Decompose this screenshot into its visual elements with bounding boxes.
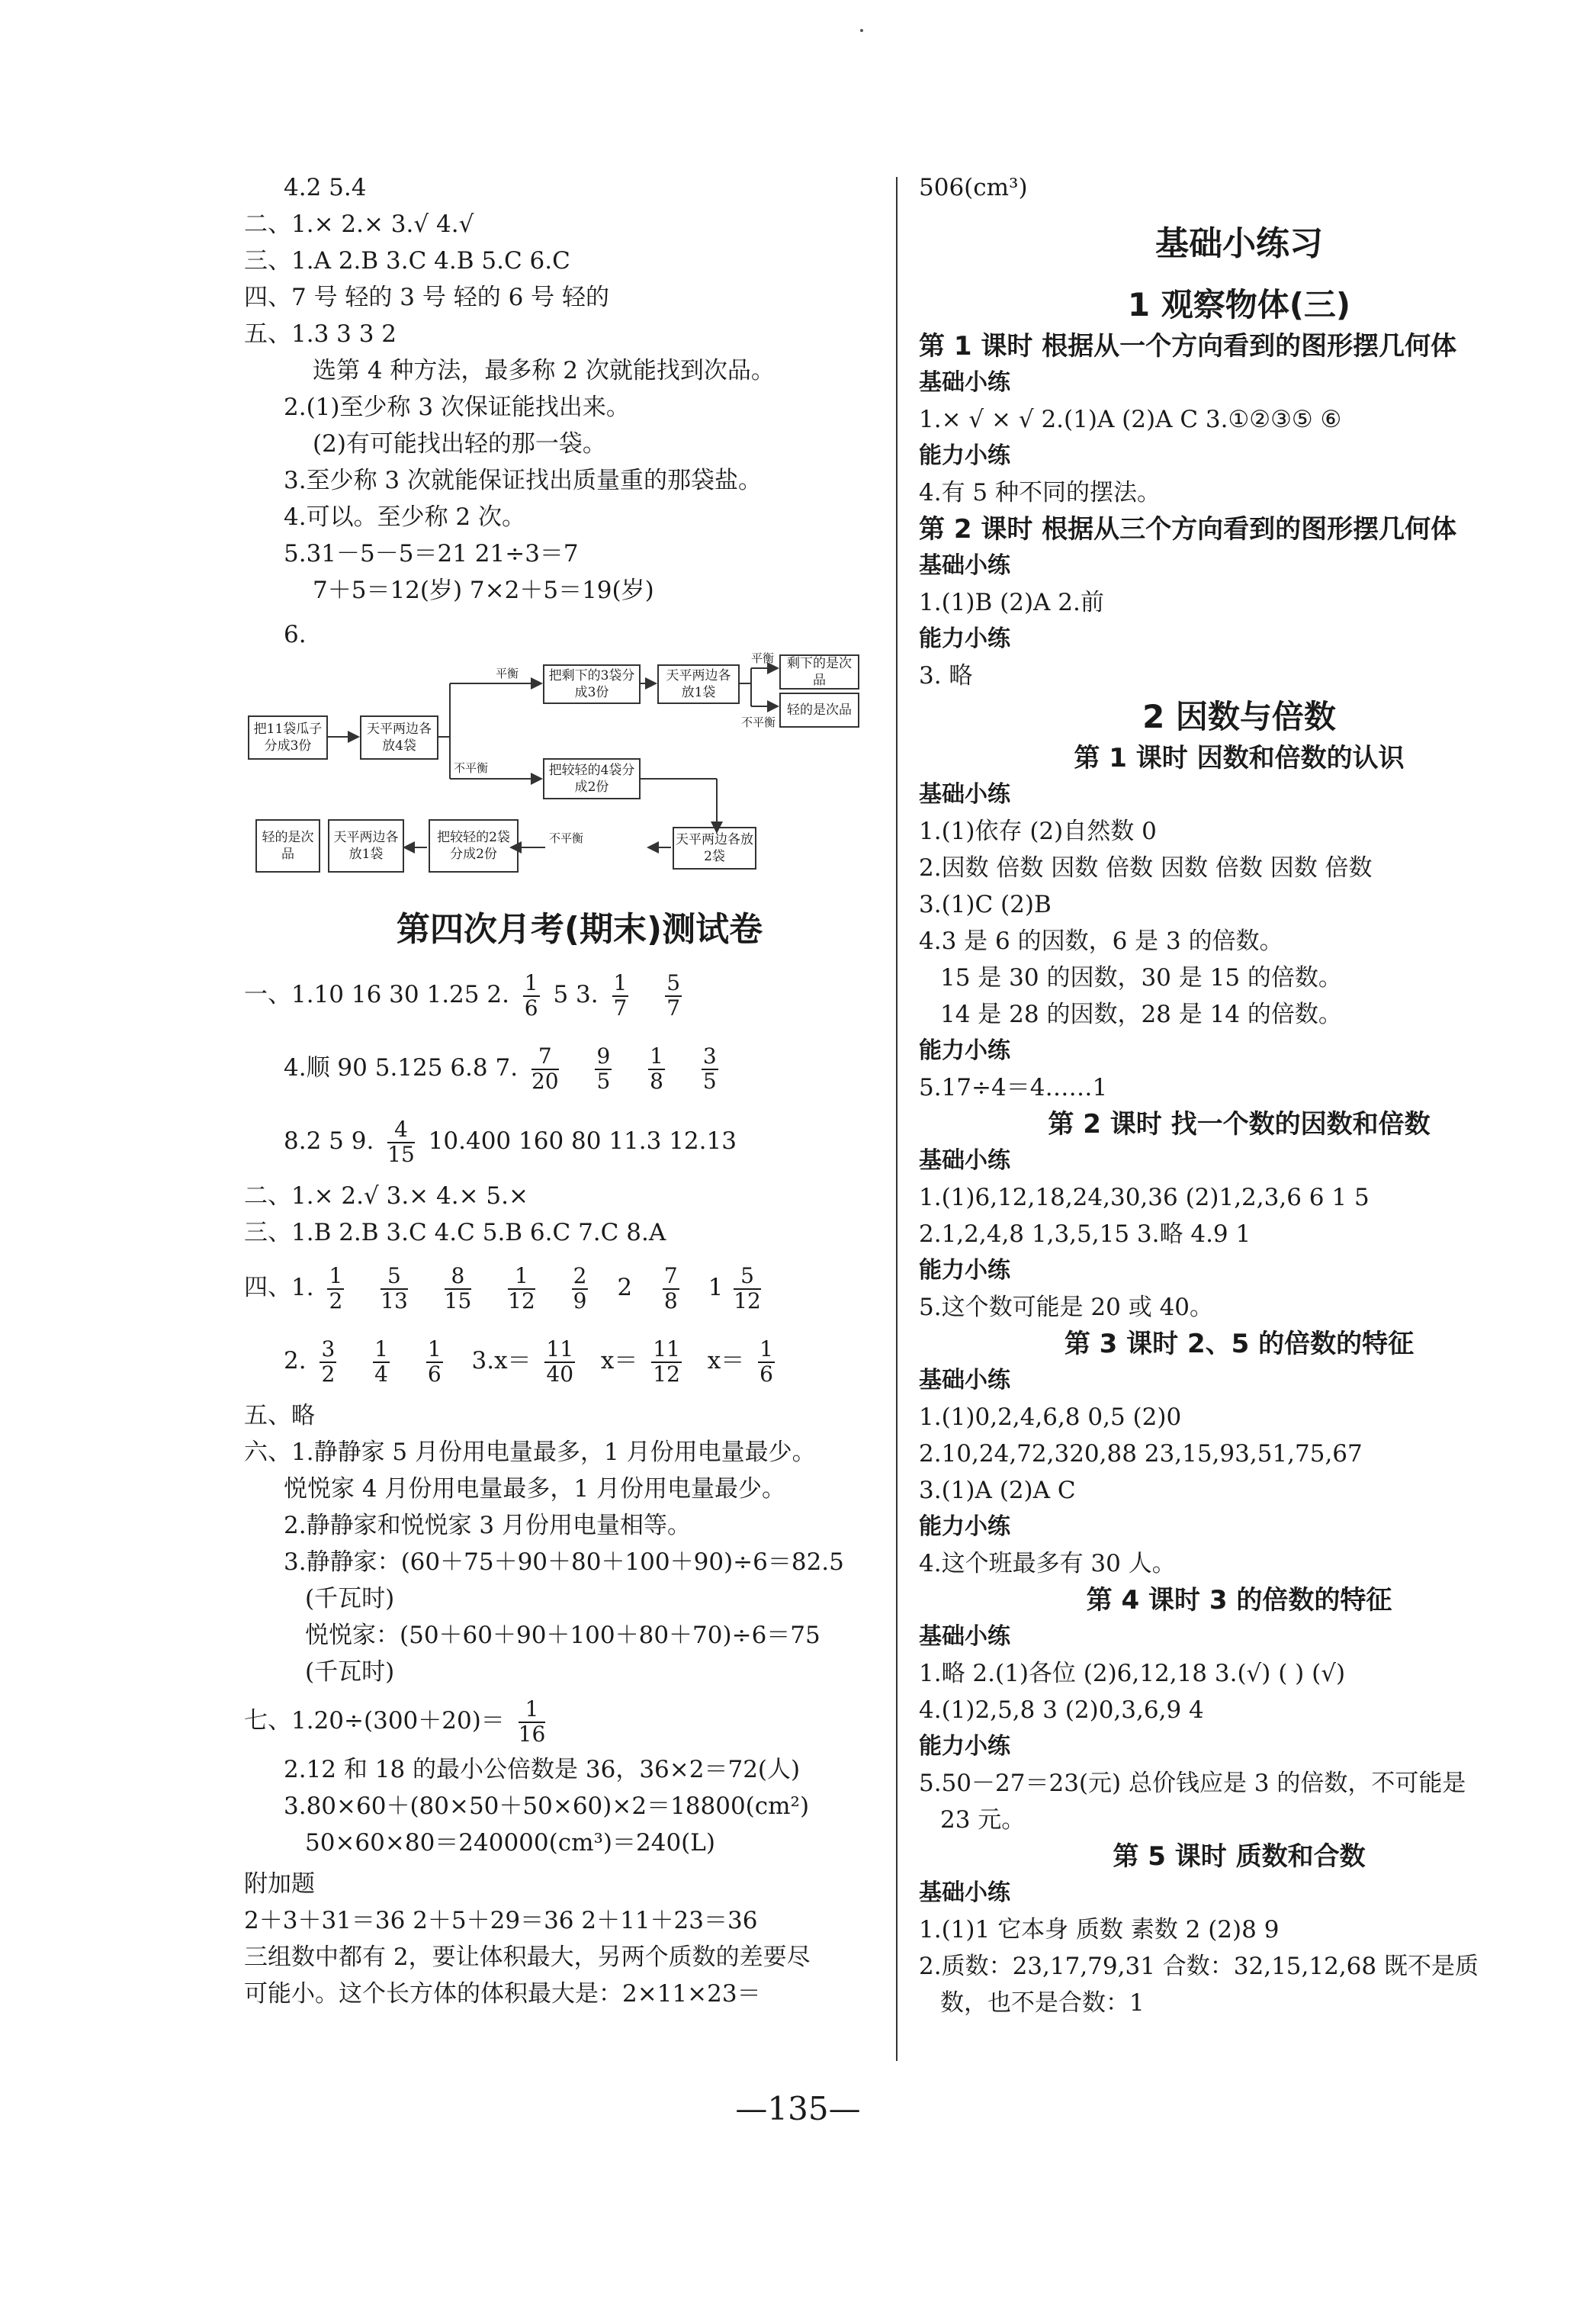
answer-line: 5.17÷4＝4……1 bbox=[919, 1074, 1108, 1101]
numerator: 5 bbox=[734, 1265, 761, 1290]
flow-box: 剩下的是次品 bbox=[779, 654, 859, 690]
subheading: 能力小练 bbox=[919, 1257, 1010, 1284]
answer-line: 3.至少称 3 次就能保证找出质量重的那袋盐。 bbox=[284, 467, 763, 494]
numerator: 1 bbox=[329, 1262, 343, 1288]
answer-line: 2.(1)至少称 3 次保证能找出来。 bbox=[284, 394, 630, 421]
answer-line: 三、1.B 2.B 3.C 4.C 5.B 6.C 7.C 8.A bbox=[244, 1219, 666, 1246]
answer-line: (千瓦时) bbox=[305, 1658, 395, 1686]
subheading: 基础小练 bbox=[919, 1367, 1010, 1394]
subheading: 能力小练 bbox=[919, 1513, 1010, 1540]
numerator: 3 bbox=[321, 1336, 336, 1362]
answer-line: 3.(1)C (2)B bbox=[919, 891, 1052, 918]
answer-line: 三、1.A 2.B 3.C 4.B 5.C 6.C bbox=[244, 247, 570, 275]
lesson-title: 第 1 课时 因数和倍数的认识 bbox=[1074, 743, 1405, 773]
answer-line: 三组数中都有 2，要让体积最大，另两个质数的差要尽 bbox=[244, 1944, 811, 1971]
answer-line: 2.1,2,4,8 1,3,5,15 3.略 4.9 1 bbox=[919, 1220, 1251, 1248]
answer-line: 3.静静家：(60＋75＋90＋80＋100＋90)÷6＝82.5 bbox=[284, 1548, 844, 1576]
text: 七、1.20÷(300＋20)＝ bbox=[244, 1707, 505, 1735]
numerator: 1 bbox=[519, 1698, 546, 1723]
flow-box: 把较轻的2袋分成2份 bbox=[429, 819, 519, 873]
subheading: 能力小练 bbox=[919, 1037, 1010, 1064]
fraction bbox=[734, 1262, 761, 1313]
fraction bbox=[531, 1045, 559, 1094]
fraction bbox=[519, 1698, 546, 1747]
numerator: 1 bbox=[524, 969, 538, 995]
subheading: 基础小练 bbox=[919, 369, 1010, 396]
numerator: 1 bbox=[508, 1265, 535, 1290]
flow-box: 天平两边各放1袋 bbox=[328, 819, 404, 873]
answer-line: 23 元。 bbox=[940, 1806, 1026, 1834]
right-column bbox=[919, 169, 1559, 2021]
text: 2 bbox=[617, 1274, 633, 1301]
section-title: 基础小练习 bbox=[1155, 224, 1323, 263]
chapter-title: 2 因数与倍数 bbox=[1142, 698, 1336, 735]
fraction bbox=[320, 1338, 336, 1387]
denominator: 15 bbox=[387, 1141, 415, 1167]
answer-line: 2.10,24,72,320,88 23,15,93,51,75,67 bbox=[919, 1440, 1363, 1468]
denominator: 6 bbox=[427, 1361, 442, 1387]
fraction bbox=[595, 1045, 612, 1094]
numerator: 5 bbox=[381, 1265, 408, 1290]
fraction bbox=[426, 1338, 443, 1387]
denominator: 9 bbox=[573, 1288, 587, 1313]
text: x＝ bbox=[707, 1347, 745, 1374]
numerator: 1 bbox=[374, 1336, 388, 1362]
print-dot bbox=[860, 29, 863, 32]
answer-line bbox=[244, 1324, 885, 1397]
flow-label: 平衡 bbox=[751, 651, 775, 665]
denominator: 6 bbox=[524, 995, 538, 1021]
fraction bbox=[444, 1262, 472, 1313]
numerator: 7 bbox=[531, 1045, 559, 1070]
answer-line: 4.2 5.4 bbox=[284, 174, 367, 201]
test-title: 第四次月考(期末)测试卷 bbox=[396, 910, 763, 949]
fraction bbox=[508, 1262, 535, 1313]
flow-box: 把11袋瓜子分成3份 bbox=[248, 715, 328, 760]
numerator: 11 bbox=[546, 1336, 574, 1362]
answer-line: 4.这个班最多有 30 人。 bbox=[919, 1550, 1176, 1577]
lesson-title: 第 4 课时 3 的倍数的特征 bbox=[1086, 1585, 1392, 1616]
fraction bbox=[612, 969, 629, 1021]
flow-spacer bbox=[547, 818, 550, 821]
denominator: 15 bbox=[444, 1288, 472, 1313]
numerator: 9 bbox=[596, 1043, 611, 1069]
denominator: 40 bbox=[546, 1361, 574, 1387]
answer-line: 六、1.静静家 5 月份用电量最多，1 月份用电量最少。 bbox=[244, 1439, 816, 1466]
flowchart bbox=[244, 651, 885, 897]
answer-line: 5.50－27＝23(元) 总价钱应是 3 的倍数，不可能是 bbox=[919, 1770, 1466, 1797]
answer-line bbox=[244, 1104, 885, 1178]
text: 5 3. bbox=[553, 981, 599, 1008]
flow-box: 把较轻的4袋分成2份 bbox=[543, 758, 641, 799]
fraction bbox=[663, 1262, 679, 1313]
fraction bbox=[523, 969, 540, 1021]
answer-line: 1.(1)6,12,18,24,30,36 (2)1,2,3,6 6 1 5 bbox=[919, 1184, 1370, 1211]
extra-title: 附加题 bbox=[244, 1870, 315, 1898]
fraction bbox=[373, 1338, 390, 1387]
lesson-title: 第 2 课时 找一个数的因数和倍数 bbox=[1048, 1109, 1431, 1140]
text: 一、1.10 16 30 1.25 2. bbox=[244, 981, 509, 1008]
flow-box: 天平两边各放4袋 bbox=[360, 715, 438, 760]
flow-label: 平衡 bbox=[496, 667, 519, 680]
answer-line: 2.质数：23,17,79,31 合数：32,15,12,68 既不是质 bbox=[919, 1953, 1479, 1980]
flow-box: 把剩下的3袋分成3份 bbox=[543, 664, 641, 704]
answer-line: 3.80×60＋(80×50＋50×60)×2＝18800(cm²) bbox=[284, 1792, 810, 1820]
denominator: 2 bbox=[329, 1288, 343, 1313]
text: x＝ bbox=[600, 1347, 638, 1374]
text: 四、1. bbox=[244, 1274, 314, 1301]
answer-line: 3.(1)A (2)A C bbox=[919, 1477, 1076, 1504]
fraction bbox=[648, 1045, 665, 1094]
answer-line: 3. 略 bbox=[919, 662, 973, 690]
numerator: 1 bbox=[759, 1336, 773, 1362]
answer-line: 4.(1)2,5,8 3 (2)0,3,6,9 4 bbox=[919, 1696, 1204, 1724]
denominator: 6 bbox=[759, 1361, 773, 1387]
answer-line: 五、略 bbox=[244, 1402, 315, 1429]
denominator: 5 bbox=[596, 1068, 611, 1094]
denominator: 16 bbox=[518, 1721, 546, 1747]
lesson-title: 第 3 课时 2、5 的倍数的特征 bbox=[1064, 1329, 1415, 1359]
numerator: 5 bbox=[666, 969, 681, 995]
subheading: 基础小练 bbox=[919, 1879, 1010, 1906]
numerator: 4 bbox=[387, 1118, 415, 1143]
answer-line: 5.31－5－5＝21 21÷3＝7 bbox=[284, 540, 579, 567]
answer-line: 悦悦家 4 月份用电量最多，1 月份用电量最少。 bbox=[284, 1475, 786, 1503]
answer-line: 7＋5＝12(岁) 7×2＋5＝19(岁) bbox=[313, 577, 654, 604]
denominator: 8 bbox=[663, 1288, 678, 1313]
numerator: 1 bbox=[427, 1336, 442, 1362]
numerator: 8 bbox=[445, 1265, 472, 1290]
answer-line: 2.12 和 18 的最小公倍数是 36，36×2＝72(人) bbox=[284, 1756, 801, 1783]
denominator: 5 bbox=[702, 1068, 717, 1094]
flow-box: 轻的是次品 bbox=[255, 819, 320, 873]
lesson-title: 第 5 课时 质数和合数 bbox=[1113, 1841, 1366, 1872]
answer-line: 1.略 2.(1)各位 (2)6,12,18 3.(√) ( ) (√) bbox=[919, 1660, 1346, 1687]
fraction bbox=[544, 1338, 575, 1387]
answer-line: 悦悦家：(50＋60＋90＋100＋80＋70)÷6＝75 bbox=[305, 1622, 820, 1649]
flow-label: 不平衡 bbox=[454, 761, 489, 775]
flow-box: 天平两边各放1袋 bbox=[657, 664, 740, 704]
subheading: 基础小练 bbox=[919, 552, 1010, 579]
text: 4.顺 90 5.125 6.8 7. bbox=[284, 1054, 519, 1082]
answer-line: 4.有 5 种不同的摆法。 bbox=[919, 479, 1161, 506]
subheading: 基础小练 bbox=[919, 1147, 1010, 1174]
numerator: 7 bbox=[663, 1262, 678, 1288]
answer-line: 选第 4 种方法，最多称 2 次就能找到次品。 bbox=[313, 357, 775, 384]
denominator: 2 bbox=[321, 1361, 336, 1387]
text: 8.2 5 9. bbox=[284, 1127, 374, 1155]
flow-box: 轻的是次品 bbox=[779, 693, 859, 728]
numerator: 2 bbox=[573, 1262, 587, 1288]
fraction bbox=[572, 1262, 589, 1313]
answer-line: 50×60×80＝240000(cm³)＝240(L) bbox=[305, 1829, 715, 1857]
answer-line bbox=[244, 1031, 885, 1104]
text: 1 bbox=[708, 1274, 724, 1301]
answer-line: 14 是 28 的因数，28 是 14 的倍数。 bbox=[940, 1001, 1342, 1028]
answer-line: 2＋3＋31＝36 2＋5＋29＝36 2＋11＋23＝36 bbox=[244, 1907, 758, 1934]
answer-line: 可能小。这个长方体的体积最大是：2×11×23＝ bbox=[244, 1980, 761, 2008]
denominator: 8 bbox=[650, 1068, 663, 1094]
lesson-title: 第 1 课时 根据从一个方向看到的图形摆几何体 bbox=[919, 331, 1457, 362]
fraction bbox=[758, 1338, 775, 1387]
denominator: 7 bbox=[613, 995, 628, 1021]
flow-label: 不平衡 bbox=[741, 715, 776, 729]
fraction bbox=[665, 969, 682, 1021]
answer-line: 1.(1)0,2,4,6,8 0,5 (2)0 bbox=[919, 1403, 1182, 1431]
denominator: 7 bbox=[666, 995, 681, 1021]
fraction bbox=[381, 1262, 408, 1313]
answer-line: 二、1.× 2.× 3.√ 4.√ bbox=[244, 211, 474, 238]
numerator: 11 bbox=[653, 1336, 680, 1362]
answer-line: (2)有可能找出轻的那一袋。 bbox=[313, 430, 606, 458]
answer-line bbox=[244, 1690, 885, 1751]
numerator: 1 bbox=[650, 1043, 663, 1069]
answer-line: 二、1.× 2.√ 3.× 4.× 5.× bbox=[244, 1182, 528, 1210]
answer-line: 5.这个数可能是 20 或 40。 bbox=[919, 1294, 1214, 1321]
fraction bbox=[702, 1045, 718, 1094]
answer-line: (千瓦时) bbox=[305, 1585, 395, 1612]
answer-line bbox=[244, 958, 885, 1031]
denominator: 20 bbox=[531, 1068, 559, 1094]
text: 2. bbox=[284, 1347, 307, 1374]
answer-line: 15 是 30 的因数，30 是 15 的倍数。 bbox=[940, 964, 1342, 992]
fraction bbox=[651, 1338, 682, 1387]
answer-line: 4.可以。至少称 2 次。 bbox=[284, 503, 526, 531]
left-column bbox=[244, 169, 885, 2012]
answer-line: 2.因数 倍数 因数 倍数 因数 倍数 因数 倍数 bbox=[919, 854, 1373, 882]
page-number: —135— bbox=[735, 2090, 861, 2127]
answer-line: 1.× √ × √ 2.(1)A (2)A C 3.①②③⑤ ⑥ bbox=[919, 406, 1342, 433]
chapter-title: 1 观察物体(三) bbox=[1127, 286, 1351, 323]
answer-line: 1.(1)B (2)A 2.前 bbox=[919, 589, 1104, 616]
denominator: 13 bbox=[381, 1288, 408, 1313]
column-divider bbox=[896, 177, 898, 2061]
denominator: 4 bbox=[374, 1361, 388, 1387]
answer-line: 四、7 号 轻的 3 号 轻的 6 号 轻的 bbox=[244, 284, 610, 311]
subheading: 能力小练 bbox=[919, 625, 1010, 652]
denominator: 12 bbox=[653, 1361, 680, 1387]
answer-line: 五、1.3 3 3 2 bbox=[244, 320, 397, 348]
answer-line bbox=[244, 1251, 885, 1324]
answer-line: 数，也不是合数：1 bbox=[940, 1989, 1145, 2017]
denominator: 12 bbox=[508, 1288, 535, 1313]
fraction bbox=[387, 1118, 415, 1167]
fraction bbox=[327, 1262, 344, 1313]
numerator: 3 bbox=[702, 1043, 717, 1069]
answer-line: 4.3 是 6 的因数，6 是 3 的倍数。 bbox=[919, 928, 1283, 955]
subheading: 基础小练 bbox=[919, 781, 1010, 808]
flow-box: 天平两边各放2袋 bbox=[673, 827, 756, 870]
subheading: 能力小练 bbox=[919, 442, 1010, 469]
answer-line: 6. bbox=[284, 621, 307, 648]
subheading: 能力小练 bbox=[919, 1733, 1010, 1760]
subheading: 基础小练 bbox=[919, 1623, 1010, 1650]
answer-line: 1.(1)1 它本身 质数 素数 2 (2)8 9 bbox=[919, 1916, 1280, 1944]
text: 10.400 160 80 11.3 12.13 bbox=[428, 1127, 737, 1155]
text: 3.x＝ bbox=[471, 1347, 531, 1374]
flow-label: 不平衡 bbox=[549, 831, 584, 845]
answer-line: 506(cm³) bbox=[919, 174, 1028, 201]
lesson-title: 第 2 课时 根据从三个方向看到的图形摆几何体 bbox=[919, 514, 1457, 545]
answer-line: 1.(1)依存 (2)自然数 0 bbox=[919, 818, 1157, 845]
answer-line: 2.静静家和悦悦家 3 月份用电量相等。 bbox=[284, 1512, 692, 1539]
numerator: 1 bbox=[613, 969, 628, 995]
denominator: 12 bbox=[734, 1288, 761, 1313]
